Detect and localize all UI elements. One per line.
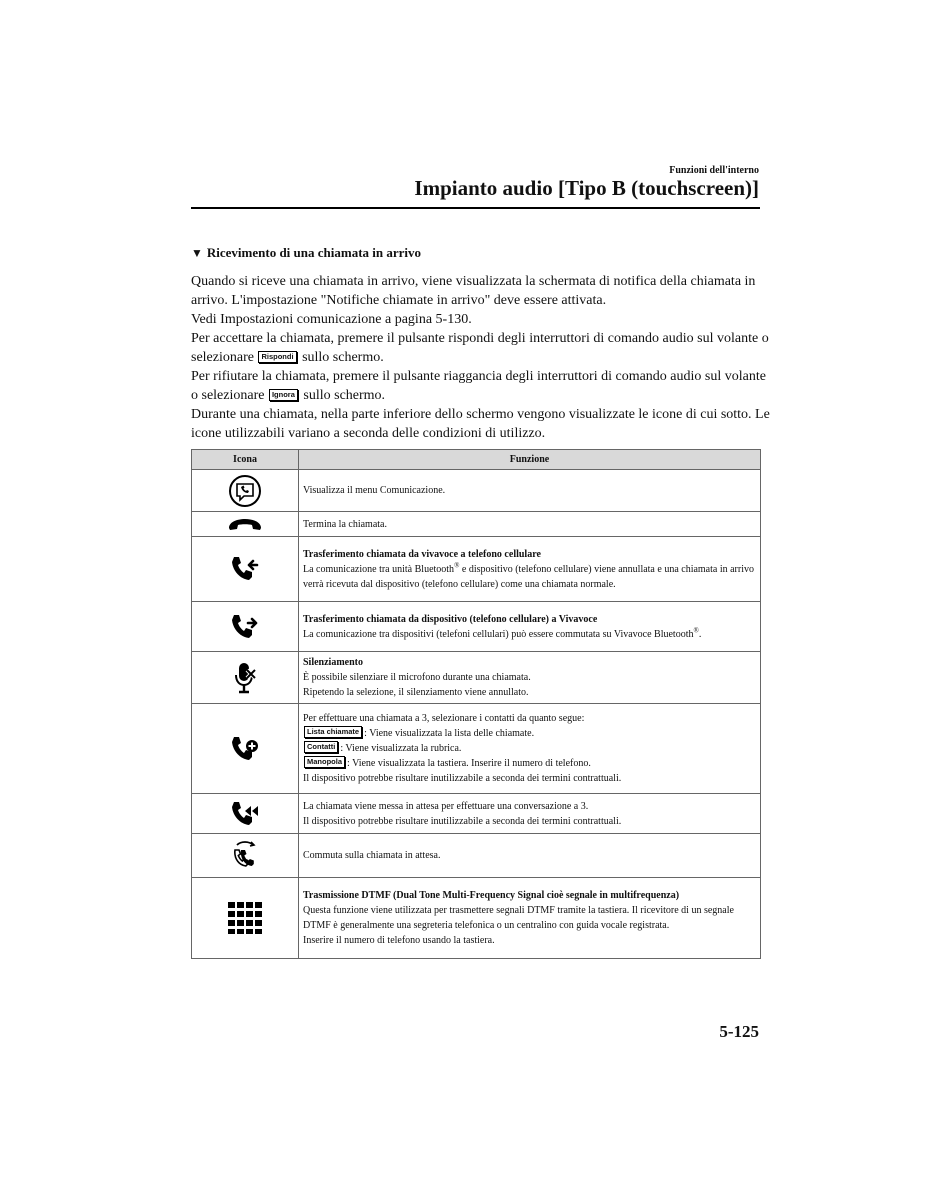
switch-call-icon: [229, 839, 261, 873]
icon-cell: [192, 512, 299, 537]
icon-cell: [192, 602, 299, 652]
table-row: [192, 834, 761, 878]
chapter-header: Funzioni dell'interno: [669, 165, 759, 176]
function-description: Inserire il numero di telefono usando la tastiera.: [303, 935, 495, 946]
function-title: Trasferimento chiamata da vivavoce a telefono cellulare: [303, 548, 541, 560]
header-icon: Icona: [192, 450, 299, 470]
icon-cell: [192, 652, 299, 704]
hang-up-icon: [226, 516, 264, 532]
icon-cell: [192, 470, 299, 512]
answer-button-label: Rispondi: [258, 351, 296, 363]
registered-mark: ®: [693, 626, 699, 635]
icon-function-table: [191, 449, 761, 959]
paragraph-text: sullo schermo.: [303, 388, 386, 403]
ignore-button-label: Ignora: [269, 389, 298, 401]
icon-cell: [192, 794, 299, 834]
function-option: [303, 756, 756, 771]
function-cell: Commuta sulla chiamata in attesa.: [299, 834, 761, 878]
page-title: Impianto audio [Tipo B (touchscreen)]: [414, 176, 759, 200]
table-row: [192, 652, 761, 704]
function-cell: Visualizza il menu Comunicazione.: [299, 470, 761, 512]
mute-microphone-icon: [232, 661, 258, 695]
function-title: Silenziamento: [303, 657, 363, 668]
table-header-row: [192, 450, 761, 470]
table-row: [192, 794, 761, 834]
transfer-to-handsfree-icon: [229, 611, 261, 643]
contacts-button-label: Contatti: [304, 741, 338, 753]
function-description: È possibile silenziare il microfono durante una chiamata.: [303, 672, 531, 683]
paragraph: [191, 367, 771, 405]
section-title: Ricevimento di una chiamata in arrivo: [206, 245, 422, 260]
function-option: [303, 726, 756, 741]
transfer-to-phone-icon: [229, 553, 261, 585]
call-list-button-label: Lista chiamate: [304, 726, 362, 738]
paragraph: Vedi Impostazioni comunicazione a pagina 5-130.: [191, 312, 472, 327]
registered-mark: ®: [454, 561, 460, 570]
function-cell: [299, 704, 761, 794]
option-text: : Viene visualizzata la rubrica.: [340, 743, 462, 754]
description-text: .: [698, 628, 702, 640]
description-text: La comunicazione tra dispositivi (telefoni cellulari) può essere commutata su Vivavoce Bluetooth: [303, 628, 694, 640]
paragraph-text: Per rifiutare la chiamata, premere il pulsante riaggancia degli interruttori di comando audio sul volante o selezionare: [191, 369, 766, 403]
header-function: Funzione: [299, 450, 761, 470]
table-row: [192, 878, 761, 959]
paragraph: [191, 329, 771, 367]
table-row: [192, 470, 761, 512]
paragraph-text: Per accettare la chiamata, premere il pulsante rispondi degli interruttori di comando audio sul volante o selezionare: [191, 331, 769, 365]
table-row: [192, 602, 761, 652]
icon-cell: [192, 878, 299, 959]
table-row: [192, 512, 761, 537]
body-text: [191, 272, 771, 443]
keypad-icon: [227, 901, 263, 935]
function-cell: [299, 652, 761, 704]
description-text: La comunicazione tra unità Bluetooth: [303, 563, 455, 575]
icon-cell: [192, 704, 299, 794]
function-option: [303, 741, 756, 756]
function-cell: Termina la chiamata.: [299, 512, 761, 537]
function-cell: [299, 537, 761, 602]
function-description: Ripetendo la selezione, il silenziamento viene annullato.: [303, 687, 529, 698]
keypad-button-label: Manopola: [304, 756, 345, 768]
triangle-marker-icon: ▼: [191, 246, 203, 260]
communication-menu-icon: [228, 474, 262, 508]
section-heading: [191, 245, 421, 261]
page-number: 5-125: [719, 1022, 759, 1041]
function-title: Trasferimento chiamata da dispositivo (telefono cellulare) a Vivavoce: [303, 613, 598, 625]
function-description: [303, 627, 756, 642]
function-cell: [299, 794, 761, 834]
function-cell: [299, 878, 761, 959]
add-call-icon: [229, 733, 261, 765]
function-description: Per effettuare una chiamata a 3, selezionare i contatti da quanto segue:: [303, 713, 585, 724]
hold-call-icon: [229, 798, 261, 830]
paragraph-text: sullo schermo.: [302, 350, 384, 365]
paragraph: Durante una chiamata, nella parte inferiore dello schermo vengono visualizzate le icone di cui sotto. Le icone utilizzabili variano a seconda delle condizioni di utilizzo.: [191, 407, 770, 441]
title-divider: [191, 207, 760, 209]
function-description: Il dispositivo potrebbe risultare inutilizzabile a seconda dei termini contrattuali.: [303, 815, 622, 827]
function-description: Questa funzione viene utilizzata per trasmettere segnali DTMF tramite la tastiera. Il ricevitore di un segnale DTMF è generalmente una segreteria telefonica o un centralino con guida vocale registrata.: [303, 905, 734, 931]
function-cell: [299, 602, 761, 652]
option-text: : Viene visualizzata la lista delle chiamate.: [364, 728, 535, 739]
function-description: Il dispositivo potrebbe risultare inutilizzabile a seconda dei termini contrattuali.: [303, 773, 622, 784]
function-title: Trasmissione DTMF (Dual Tone Multi-Frequency Signal cioè segnale in multifrequenza): [303, 890, 680, 901]
paragraph: Quando si riceve una chiamata in arrivo, viene visualizzata la schermata di notifica della chiamata in arrivo. L'impostazione "Notifiche chiamate in arrivo" deve essere attivata.: [191, 274, 756, 308]
function-description: [303, 562, 756, 592]
icon-cell: [192, 834, 299, 878]
description-text: e dispositivo (telefono cellulare) viene annullata e una chiamata in arrivo verrà ricevuta dal dispositivo (telefono cellulare) come una chiamata normale.: [303, 563, 754, 590]
icon-cell: [192, 537, 299, 602]
function-description: La chiamata viene messa in attesa per effettuare una conversazione a 3.: [303, 800, 589, 812]
table-row: [192, 537, 761, 602]
option-text: : Viene visualizzata la tastiera. Inserire il numero di telefono.: [347, 758, 591, 769]
table-row: [192, 704, 761, 794]
